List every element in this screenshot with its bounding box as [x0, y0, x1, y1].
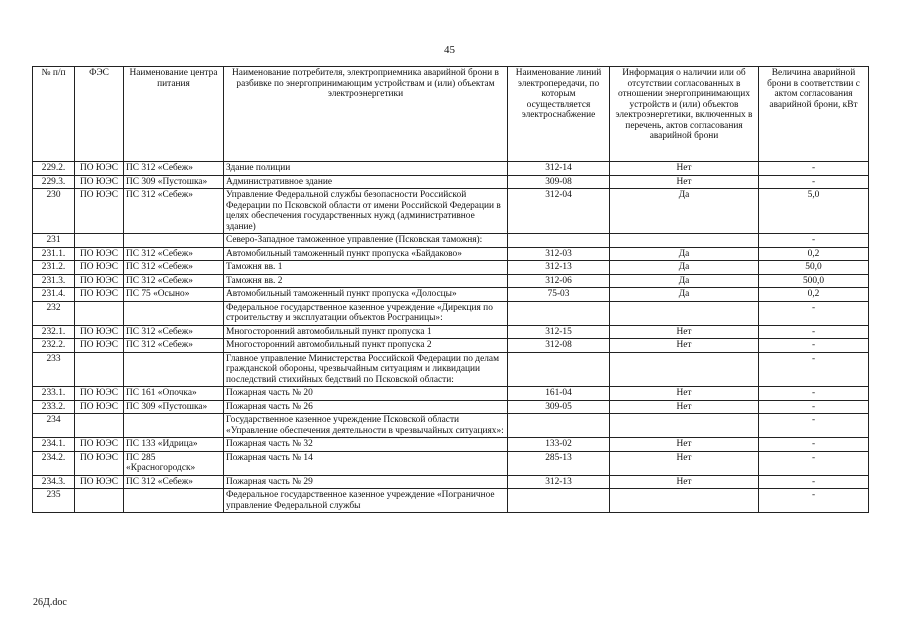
header-info: Информация о наличии или об отсутствии согласованных в отношении энергопринимающих устройств и (или) объектов электроэнергетики, включенных в перечень, актов согласования аварийной брони: [610, 67, 759, 162]
row-number: 231.2.: [33, 261, 75, 275]
row-line: [508, 489, 610, 513]
row-center: ПС 285 «Красногородск»: [124, 451, 224, 475]
row-fes: ПО ЮЭС: [75, 438, 124, 452]
row-line: 312-08: [508, 339, 610, 353]
row-consumer: Таможня вв. 2: [224, 274, 508, 288]
table-row: [33, 400, 869, 414]
row-consumer: Федеральное государственное казенное учреждение «Пограничное управление Федеральной службы: [224, 489, 508, 513]
row-number: 234.1.: [33, 438, 75, 452]
table-row: [33, 489, 869, 513]
row-info: [610, 352, 759, 387]
table-row: [33, 301, 869, 325]
row-value: 5,0: [759, 189, 869, 234]
row-info: Нет: [610, 325, 759, 339]
row-value: -: [759, 339, 869, 353]
row-number: 232.1.: [33, 325, 75, 339]
header-fes: ФЭС: [75, 67, 124, 162]
row-info: [610, 489, 759, 513]
row-value: -: [759, 352, 869, 387]
row-fes: ПО ЮЭС: [75, 400, 124, 414]
row-center: [124, 301, 224, 325]
row-number: 234: [33, 414, 75, 438]
row-number: 230: [33, 189, 75, 234]
table-row: [33, 162, 869, 176]
row-center: ПС 312 «Себеж»: [124, 339, 224, 353]
row-line: [508, 352, 610, 387]
row-info: [610, 234, 759, 248]
row-line: 312-13: [508, 475, 610, 489]
row-center: [124, 352, 224, 387]
row-value: -: [759, 400, 869, 414]
row-fes: ПО ЮЭС: [75, 247, 124, 261]
row-value: 0,2: [759, 288, 869, 302]
row-number: 233.1.: [33, 387, 75, 401]
row-consumer: Автомобильный таможенный пункт пропуска «Байдаково»: [224, 247, 508, 261]
row-value: -: [759, 234, 869, 248]
row-consumer: Автомобильный таможенный пункт пропуска «Долосцы»: [224, 288, 508, 302]
row-center: ПС 161 «Опочка»: [124, 387, 224, 401]
row-consumer: Главное управление Министерства Российской Федерации по делам гражданской обороны, чрезвычайным ситуациям и ликвидации последствий стихийных бедствий по Псковской области:: [224, 352, 508, 387]
table-row: [33, 261, 869, 275]
row-value: -: [759, 162, 869, 176]
row-info: Да: [610, 189, 759, 234]
header-center: Наименование центра питания: [124, 67, 224, 162]
row-number: 232: [33, 301, 75, 325]
row-value: -: [759, 175, 869, 189]
row-line: [508, 301, 610, 325]
table-body: [33, 162, 869, 513]
table-row: [33, 175, 869, 189]
row-line: 285-13: [508, 451, 610, 475]
table-row: [33, 234, 869, 248]
row-value: -: [759, 301, 869, 325]
row-line: 161-04: [508, 387, 610, 401]
table-row: [33, 288, 869, 302]
row-fes: [75, 414, 124, 438]
row-consumer: Пожарная часть № 20: [224, 387, 508, 401]
row-center: ПС 309 «Пустошка»: [124, 175, 224, 189]
row-info: Нет: [610, 451, 759, 475]
row-consumer: Многосторонний автомобильный пункт пропуска 1: [224, 325, 508, 339]
page-number: 45: [444, 44, 455, 56]
row-line: 312-13: [508, 261, 610, 275]
table-row: [33, 438, 869, 452]
row-line: 312-06: [508, 274, 610, 288]
row-consumer: Здание полиции: [224, 162, 508, 176]
row-number: 231: [33, 234, 75, 248]
row-info: Нет: [610, 475, 759, 489]
table-row: [33, 387, 869, 401]
row-info: Да: [610, 274, 759, 288]
row-line: 312-14: [508, 162, 610, 176]
header-consumer: Наименование потребителя, электроприемника аварийной брони в разбивке по энергопринимающим устройствам и (или) объектам электроэнергетики: [224, 67, 508, 162]
table-row: [33, 247, 869, 261]
row-info: Да: [610, 288, 759, 302]
row-number: 234.3.: [33, 475, 75, 489]
file-name-footer: 26Д.doc: [33, 597, 67, 608]
row-consumer: Управление Федеральной службы безопасности Российской Федерации по Псковской области от имени Российской Федерации в целях обеспечения государственных нужд (административное здание): [224, 189, 508, 234]
row-consumer: Административное здание: [224, 175, 508, 189]
row-number: 231.4.: [33, 288, 75, 302]
row-fes: ПО ЮЭС: [75, 339, 124, 353]
row-consumer: Федеральное государственное казенное учреждение «Дирекция по строительству и эксплуатации объектов Росграницы»:: [224, 301, 508, 325]
row-info: Нет: [610, 387, 759, 401]
row-fes: ПО ЮЭС: [75, 189, 124, 234]
table-row: [33, 451, 869, 475]
row-fes: [75, 301, 124, 325]
row-consumer: Северо-Западное таможенное управление (Псковская таможня):: [224, 234, 508, 248]
row-center: ПС 312 «Себеж»: [124, 475, 224, 489]
row-consumer: Таможня вв. 1: [224, 261, 508, 275]
row-fes: ПО ЮЭС: [75, 451, 124, 475]
row-value: -: [759, 475, 869, 489]
row-line: 312-04: [508, 189, 610, 234]
row-info: Нет: [610, 162, 759, 176]
header-num: № п/п: [33, 67, 75, 162]
row-line: 75-03: [508, 288, 610, 302]
row-info: Да: [610, 247, 759, 261]
row-number: 233.2.: [33, 400, 75, 414]
row-center: ПС 312 «Себеж»: [124, 325, 224, 339]
row-consumer: Государственное казенное учреждение Псковской области «Управление обеспечения деятельности в чрезвычайных ситуациях»:: [224, 414, 508, 438]
reserve-table: [32, 66, 869, 513]
row-value: -: [759, 414, 869, 438]
row-info: [610, 301, 759, 325]
row-center: ПС 312 «Себеж»: [124, 189, 224, 234]
row-info: Нет: [610, 175, 759, 189]
table-row: [33, 339, 869, 353]
row-line: 309-05: [508, 400, 610, 414]
row-line: [508, 414, 610, 438]
row-fes: ПО ЮЭС: [75, 175, 124, 189]
row-info: Нет: [610, 339, 759, 353]
table-row: [33, 325, 869, 339]
row-fes: ПО ЮЭС: [75, 387, 124, 401]
table-row: [33, 352, 869, 387]
row-center: [124, 234, 224, 248]
row-number: 232.2.: [33, 339, 75, 353]
row-value: -: [759, 451, 869, 475]
table-row: [33, 414, 869, 438]
row-value: -: [759, 438, 869, 452]
header-line: Наименование линий электропередачи, по которым осуществляется электроснабжение: [508, 67, 610, 162]
row-center: ПС 312 «Себеж»: [124, 162, 224, 176]
row-info: Нет: [610, 400, 759, 414]
row-line: 133-02: [508, 438, 610, 452]
row-value: 50,0: [759, 261, 869, 275]
row-line: [508, 234, 610, 248]
row-consumer: Пожарная часть № 29: [224, 475, 508, 489]
row-fes: ПО ЮЭС: [75, 162, 124, 176]
row-value: -: [759, 387, 869, 401]
row-consumer: Пожарная часть № 14: [224, 451, 508, 475]
row-fes: ПО ЮЭС: [75, 475, 124, 489]
row-center: [124, 489, 224, 513]
row-value: 0,2: [759, 247, 869, 261]
row-fes: [75, 234, 124, 248]
row-center: ПС 312 «Себеж»: [124, 247, 224, 261]
row-number: 233: [33, 352, 75, 387]
row-line: 312-03: [508, 247, 610, 261]
table-row: [33, 274, 869, 288]
row-center: ПС 309 «Пустошка»: [124, 400, 224, 414]
row-center: [124, 414, 224, 438]
row-number: 231.1.: [33, 247, 75, 261]
row-value: -: [759, 489, 869, 513]
row-center: ПС 75 «Осыно»: [124, 288, 224, 302]
row-line: 309-08: [508, 175, 610, 189]
row-consumer: Пожарная часть № 32: [224, 438, 508, 452]
row-center: ПС 312 «Себеж»: [124, 261, 224, 275]
header-value: Величина аварийной брони в соответствии с актом согласования аварийной брони, кВт: [759, 67, 869, 162]
row-center: ПС 312 «Себеж»: [124, 274, 224, 288]
table-row: [33, 475, 869, 489]
row-fes: [75, 489, 124, 513]
row-info: Да: [610, 261, 759, 275]
row-number: 235: [33, 489, 75, 513]
row-number: 229.3.: [33, 175, 75, 189]
row-value: -: [759, 325, 869, 339]
row-info: Нет: [610, 438, 759, 452]
row-fes: ПО ЮЭС: [75, 261, 124, 275]
row-consumer: Пожарная часть № 26: [224, 400, 508, 414]
row-consumer: Многосторонний автомобильный пункт пропуска 2: [224, 339, 508, 353]
row-number: 234.2.: [33, 451, 75, 475]
table-row: [33, 189, 869, 234]
row-info: [610, 414, 759, 438]
row-fes: ПО ЮЭС: [75, 288, 124, 302]
row-number: 231.3.: [33, 274, 75, 288]
row-number: 229.2.: [33, 162, 75, 176]
row-line: 312-15: [508, 325, 610, 339]
row-center: ПС 133 «Идрица»: [124, 438, 224, 452]
row-fes: ПО ЮЭС: [75, 325, 124, 339]
row-fes: ПО ЮЭС: [75, 274, 124, 288]
row-value: 500,0: [759, 274, 869, 288]
header-row: [33, 67, 869, 162]
row-fes: [75, 352, 124, 387]
